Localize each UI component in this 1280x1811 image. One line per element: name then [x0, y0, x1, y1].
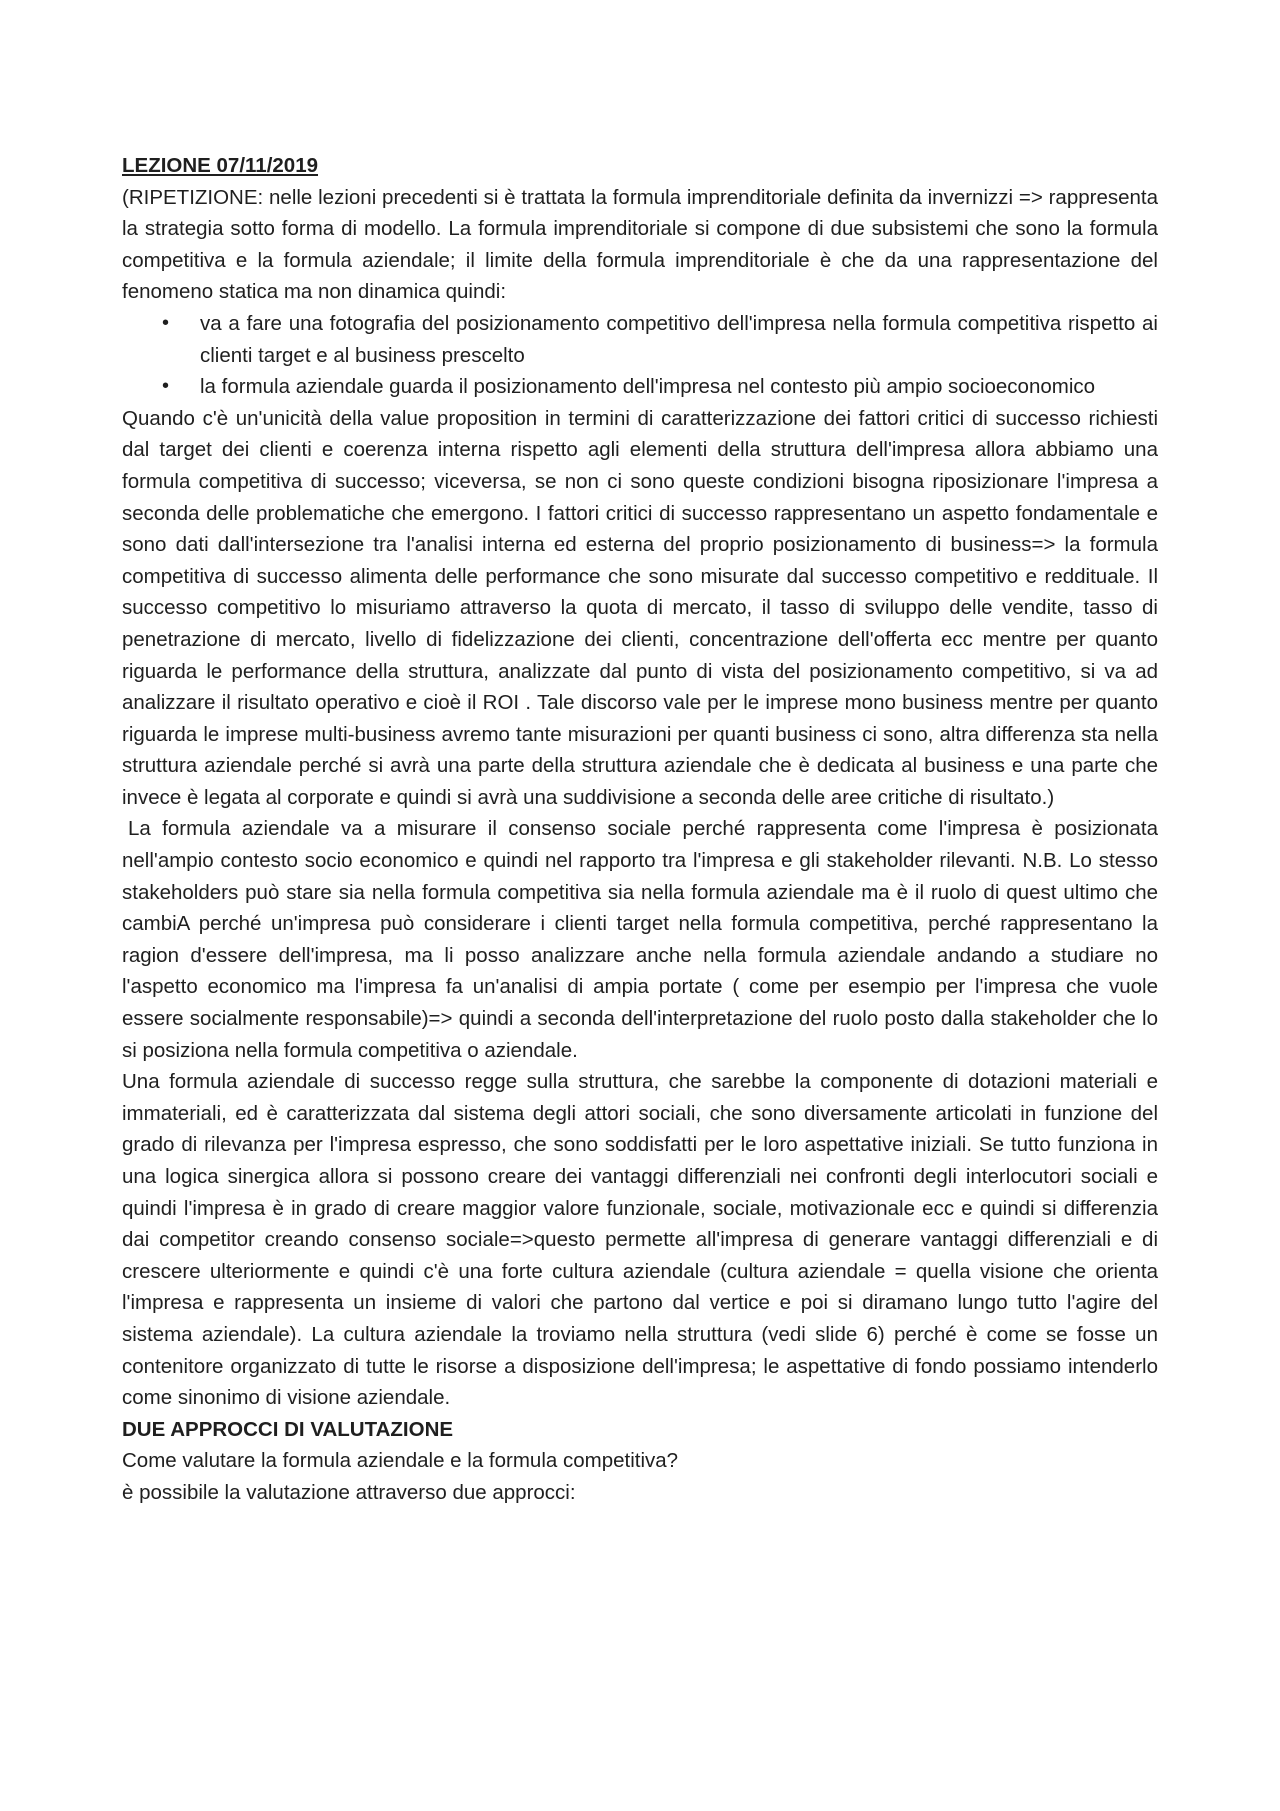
list-item [122, 371, 1158, 403]
list-item [122, 308, 1158, 371]
document-page [122, 150, 1158, 1509]
body-paragraph: La formula aziendale va a misurare il consenso sociale perché rappresenta come l'impresa è posizionata nell'ampio contesto socio economico e quindi nel rapporto tra l'impresa e gli stakeholder rilevanti. N.B. Lo stesso stakeholders può stare sia nella formula competitiva sia nella formula aziendale ma è il ruolo di quest ultimo che cambiA perché un'impresa può considerare i clienti target nella formula competitiva, perché rappresentano la ragion d'essere dell'impresa, ma li posso analizzare anche nella formula aziendale andando a studiare no l'aspetto economico ma l'impresa fa un'analisi di ampia portate ( come per esempio per l'impresa che vuole essere socialmente responsabile)=> quindi a seconda dell'interpretazione del ruolo posto dalla stakeholder che lo si posiziona nella formula competitiva o aziendale. [122, 817, 1158, 1062]
section-heading: DUE APPROCCI DI VALUTAZIONE [122, 1417, 454, 1441]
intro-paragraph: (RIPETIZIONE: nelle lezioni precedenti si è trattata la formula imprenditoriale definita da invernizzi => rappresenta la strategia sotto forma di modello. La formula imprenditoriale si compone di due subsistemi che sono la formula competitiva e la formula aziendale; il limite della formula imprenditoriale è che da una rappresentazione del fenomeno statica ma non dinamica quindi: [122, 185, 1158, 304]
question-line: Come valutare la formula aziendale e la formula competitiva? [122, 1449, 679, 1473]
bullet-list [122, 308, 1158, 403]
bullet-text: va a fare una fotografia del posizionamento competitivo dell'impresa nella formula competitiva rispetto ai clienti target e al business prescelto [200, 311, 1158, 367]
body-paragraph: Quando c'è un'unicità della value proposition in termini di caratterizzazione dei fattori critici di successo richiesti dal target dei clienti e coerenza interna rispetto agli elementi della struttura dell'impresa allora abbiamo una formula competitiva di successo; viceversa, se non ci sono queste condizioni bisogna riposizionare l'impresa a seconda delle problematiche che emergono. I fattori critici di successo rappresentano un aspetto fondamentale e sono dati dall'intersezione tra l'analisi interna ed esterna del proprio posizionamento di business=> la formula competitiva di successo alimenta delle performance che sono misurate dal successo competitivo e reddituale. Il successo competitivo lo misuriamo attraverso la quota di mercato, il tasso di sviluppo delle vendite, tasso di penetrazione di mercato, livello di fidelizzazione dei clienti, concentrazione dell'offerta ecc mentre per quanto riguarda le performance della struttura, analizzate dal punto di vista del posizionamento competitivo, si va ad analizzare il risultato operativo e cioè il ROI . Tale discorso vale per le imprese mono business mentre per quanto riguarda le imprese multi-business avremo tante misurazioni per quanti business ci sono, altra differenza sta nella struttura aziendale perché si avrà una parte della struttura aziendale che è dedicata al business e una parte che invece è legata al corporate e quindi si avrà una suddivisione a seconda delle aree critiche di risultato.) [122, 406, 1158, 809]
bullet-icon: • [162, 311, 170, 334]
body-paragraph: Una formula aziendale di successo regge sulla struttura, che sarebbe la componente di dotazioni materiali e immateriali, ed è caratterizzata dal sistema degli attori sociali, che sono diversamente articolati in funzione del grado di rilevanza per l'impresa espresso, che sono soddisfatti per le loro aspettative iniziali. Se tutto funziona in una logica sinergica allora si possono creare dei vantaggi differenziali nei confronti degli interlocutori sociali e quindi l'impresa è in grado di creare maggior valore funzionale, sociale, motivazionale ecc e quindi si differenzia dai competitor creando consenso sociale=>questo permette all'impresa di generare vantaggi differenziali e di crescere ulteriormente e quindi c'è una forte cultura aziendale (cultura aziendale = quella visione che orienta l'impresa e rappresenta un insieme di valori che partono dal vertice e poi si diramano lungo tutto l'agire del sistema aziendale). La cultura aziendale la troviamo nella struttura (vedi slide 6) perché è come se fosse un contenitore organizzato di tutte le risorse a disposizione dell'impresa; le aspettative di fondo possiamo intenderlo come sinonimo di visione aziendale. [122, 1070, 1158, 1410]
bullet-text: la formula aziendale guarda il posizionamento dell'impresa nel contesto più ampio socioeconomico [200, 375, 1096, 399]
document-title: LEZIONE 07/11/2019 [122, 154, 319, 177]
bullet-icon: • [162, 375, 170, 398]
closing-line: è possibile la valutazione attraverso due approcci: [122, 1480, 576, 1504]
